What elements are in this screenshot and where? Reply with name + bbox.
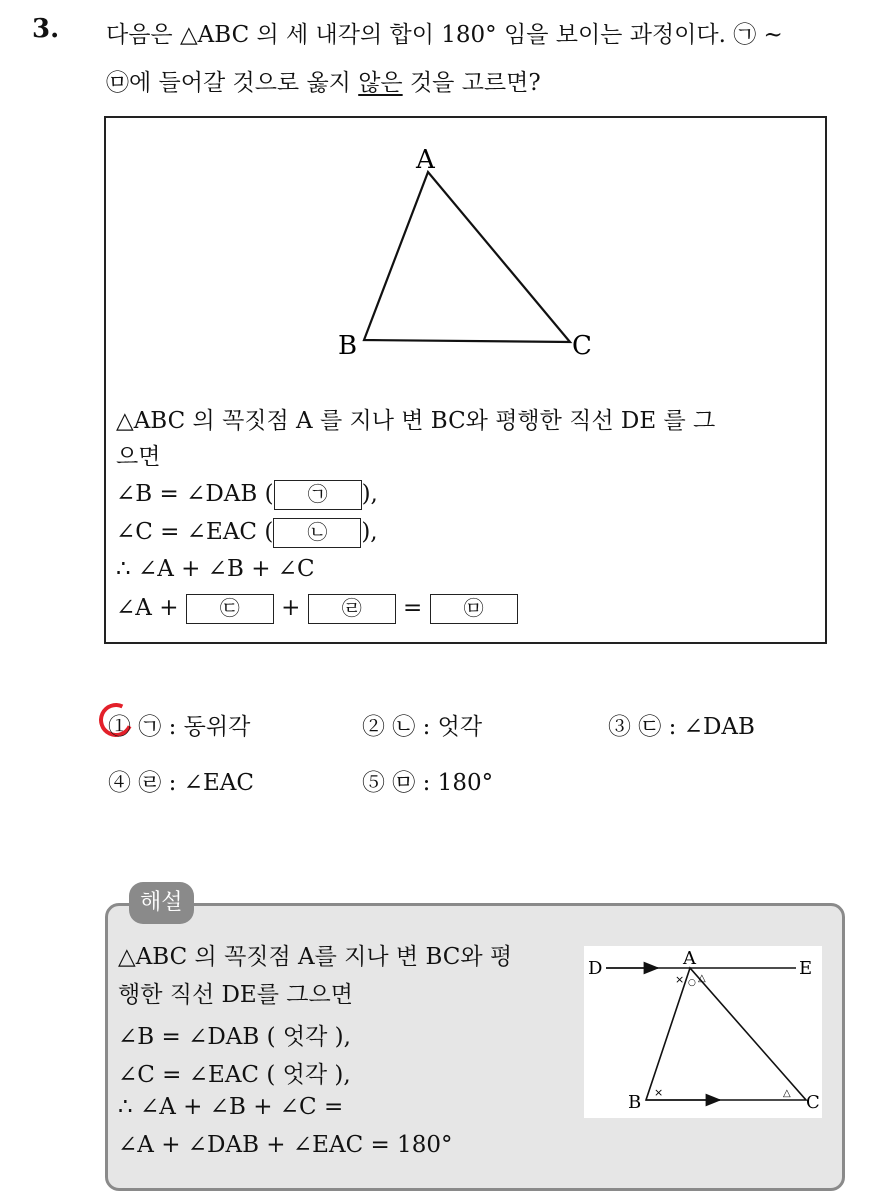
mark-tri-at-a: △	[698, 973, 706, 984]
label-d: D	[588, 958, 603, 979]
mark-o-at-a: ○	[688, 978, 696, 988]
proof-text: ),	[361, 519, 378, 545]
solution-line5: ∴ ∠A + ∠B + ∠C =	[118, 1094, 344, 1120]
solution-line2: 행한 직선 DE를 그으면	[118, 982, 353, 1008]
proof-text: ∠A +	[116, 595, 179, 621]
question-text-line2	[106, 64, 541, 97]
equals-sign: =	[403, 595, 423, 621]
vertex-label-b: B	[338, 331, 358, 361]
triangle-abc	[364, 172, 570, 342]
label-e: E	[799, 958, 813, 979]
question-number: 3.	[32, 14, 60, 44]
solution-line3: ∠B = ∠DAB ( 엇각 ),	[118, 1024, 351, 1050]
solution-line6: ∠A + ∠DAB + ∠EAC = 180°	[118, 1132, 453, 1158]
proof-line5: ∴ ∠A + ∠B + ∠C	[116, 556, 315, 582]
blank-2: ㉡	[273, 518, 361, 548]
choice-4[interactable]: ④ ㉣ : ∠EAC	[108, 770, 254, 796]
question-underlined-word: 않은	[358, 70, 403, 96]
proof-text: ),	[361, 481, 378, 507]
vertex-label-a: A	[416, 145, 435, 175]
proof-line4	[116, 518, 378, 548]
question-text-part: ㉤에 들어갈 것으로 옳지	[106, 70, 359, 96]
solution-tag: 해설	[129, 882, 194, 924]
parallel-lines-figure	[584, 946, 822, 1118]
label-b: B	[628, 1092, 642, 1113]
blank-1: ㉠	[274, 480, 362, 510]
solution-line4: ∠C = ∠EAC ( 엇각 ),	[118, 1062, 351, 1088]
triangle-solution	[646, 968, 806, 1100]
plus-sign: +	[281, 595, 301, 621]
blank-4: ㉣	[308, 594, 396, 624]
proof-line3	[116, 480, 378, 510]
choice-1[interactable]: ① ㉠ : 동위각	[108, 714, 251, 740]
choice-3[interactable]: ③ ㉢ : ∠DAB	[608, 714, 755, 740]
mark-x-at-a: ×	[675, 973, 685, 986]
blank-3: ㉢	[186, 594, 274, 624]
proof-line6	[116, 594, 518, 624]
solution-line1: △ABC 의 꼭짓점 A를 지나 변 BC와 평	[118, 944, 513, 970]
choice-2[interactable]: ② ㉡ : 엇각	[362, 714, 483, 740]
question-text-line1: 다음은 △ABC 의 세 내각의 합이 180° 임을 보이는 과정이다. ㉠ ~	[106, 22, 783, 48]
question-text-part: 것을 고르면?	[402, 70, 541, 96]
proof-text: ∠B = ∠DAB (	[116, 481, 274, 507]
proof-text: ∠C = ∠EAC (	[116, 519, 274, 545]
blank-5: ㉤	[430, 594, 518, 624]
vertex-label-c: C	[572, 331, 592, 361]
label-a: A	[683, 948, 696, 969]
mark-tri-at-c: △	[783, 1088, 791, 1099]
proof-line1: △ABC 의 꼭짓점 A 를 지나 변 BC와 평행한 직선 DE 를 그	[116, 408, 716, 434]
proof-line2: 으면	[116, 444, 161, 470]
solution-figure	[584, 946, 822, 1118]
mark-x-at-b: ×	[654, 1086, 664, 1099]
choice-5[interactable]: ⑤ ㉤ : 180°	[362, 770, 494, 796]
label-c: C	[806, 1092, 820, 1113]
